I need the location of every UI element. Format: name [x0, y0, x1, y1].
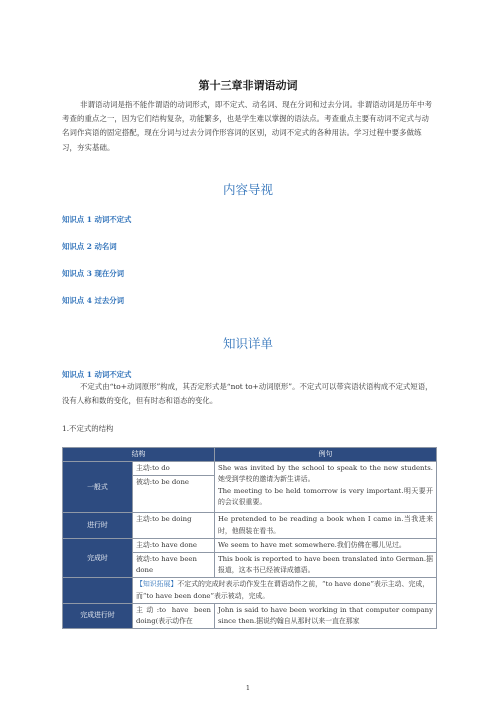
toc-item-4[interactable]: 知识点 4 过去分词	[62, 296, 125, 305]
nav-heading: 内容导视	[222, 182, 273, 197]
form-perfect-active: 主动:to have done	[133, 538, 215, 552]
knowledge-note	[133, 578, 437, 603]
note-text: 不定式的完成时表示动作发生在谓语动作之前，“to have done”表示主动、完成，而“to have been done”表示被动，完成。	[136, 580, 430, 600]
table-row	[63, 578, 437, 603]
example-progressive: He pretended to be reading a book when I came in.当我进来时，他假装在看书。	[215, 513, 437, 538]
table-row	[63, 513, 437, 538]
example-general-passive: The meeting to be held tomorrow is very important.明天要开的会议很重要。	[218, 486, 433, 506]
note-tag: 【知识拓展】	[136, 580, 178, 589]
detail-heading: 知识详单	[222, 336, 273, 351]
toc-item-1[interactable]: 知识点 1 动词不定式	[62, 215, 132, 224]
chapter-intro: 非谓语动词是指不能作谓语的动词形式，即不定式、动名词、现在分词和过去分词。非谓语动词是历年中考考查的重点之一，因为它们结构复杂，功能繁多，也是学生难以掌握的语法点。考查重点主要有动词不定式与动名词作宾语的固定搭配，现在分词与过去分词作形容词的区别，动词不定式的各种用法。学习过程中要多做练习，夯实基础。	[62, 100, 433, 152]
header-example: 例句	[215, 448, 437, 462]
form-general-active: 主动:to do	[133, 462, 215, 476]
form-perfect-passive: 被动:to have been done	[133, 553, 215, 578]
example-perfect-passive: This book is reported to have been translated into German.据报道，这本书已经被译成德语。	[215, 553, 437, 578]
form-progressive-active: 主动:to be doing	[133, 513, 215, 538]
header-structure: 结构	[63, 448, 215, 462]
example-general	[215, 462, 437, 513]
table-row	[63, 603, 437, 628]
label-perfect-progressive: 完成进行时	[63, 603, 133, 628]
perfect-label-continuation	[63, 578, 133, 603]
point1-text: 不定式由“to+动词原形”构成，其否定形式是“not to+动词原形”。不定式可以带宾语状语构成不定式短语，没有人称和数的变化，但有时态和语态的变化。	[62, 382, 433, 406]
label-perfect: 完成时	[63, 538, 133, 578]
table-row	[63, 462, 437, 476]
label-progressive: 进行时	[63, 513, 133, 538]
point1-title: 知识点 1 动词不定式	[62, 370, 132, 379]
example-perfect-progressive: John is said to have been working in that computer company since then.据说约翰自从那时以来一直在那家	[215, 603, 437, 628]
section-structure-title: 1.不定式的结构	[62, 424, 114, 433]
toc-item-2[interactable]: 知识点 2 动名词	[62, 242, 117, 251]
form-general-passive: 被动:to be done	[133, 476, 215, 513]
form-perfect-progressive: 主动:to have been doing(表示动作在	[133, 603, 215, 628]
infinitive-structure-table	[62, 447, 437, 629]
page-number: 1	[245, 684, 251, 692]
example-perfect-active: We seem to have met somewhere.我们仿佛在哪儿见过。	[215, 538, 437, 552]
chapter-title: 第十三章非谓语动词	[198, 79, 298, 92]
table-header-row	[63, 448, 437, 462]
table-row	[63, 538, 437, 552]
toc-item-3[interactable]: 知识点 3 现在分词	[62, 269, 125, 278]
example-general-active: She was invited by the school to speak to the new students.她受到学校的邀请为新生讲话。	[218, 464, 433, 484]
label-general: 一般式	[63, 462, 133, 513]
